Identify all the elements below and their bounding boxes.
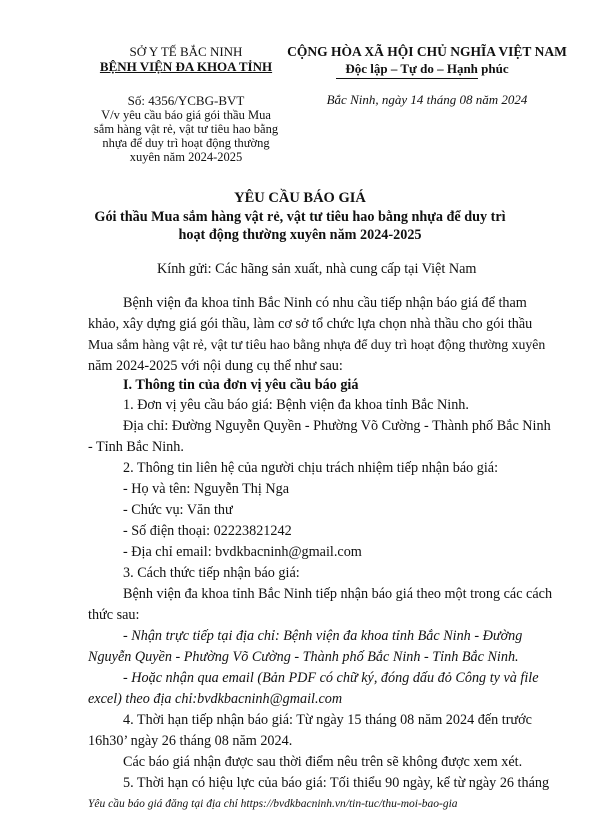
email-delivery-line: - Hoặc nhận qua email (Bản PDF có chữ ký, đóng dấu đỏ Công ty và file xyxy=(123,670,539,686)
document-subtitle: hoạt động thường xuyên năm 2024-2025 xyxy=(178,227,422,243)
method-line: thức sau: xyxy=(88,607,140,623)
national-motto: Độc lập – Tự do – Hạnh phúc xyxy=(345,61,509,76)
contact-email: - Địa chỉ email: bvdkbacninh@gmail.com xyxy=(123,544,362,560)
intro-line: Bệnh viện đa khoa tỉnh Bắc Ninh có nhu cầu tiếp nhận báo giá để tham xyxy=(123,295,527,311)
deadline-line: 16h30’ ngày 26 tháng 08 năm 2024. xyxy=(88,733,293,749)
section-heading: I. Thông tin của đơn vị yêu cầu báo giá xyxy=(123,377,359,393)
document-date: Bắc Ninh, ngày 14 tháng 08 năm 2024 xyxy=(326,92,528,107)
subject-line: V/v yêu cầu báo giá gói thầu Mua xyxy=(101,108,271,122)
address-line: Địa chỉ: Đường Nguyễn Quyền - Phường Võ Cường - Thành phố Bắc Ninh xyxy=(123,418,551,434)
footer-note: Yêu cầu báo giá đăng tại địa chỉ https://bvdkbacninh.vn/tin-tuc/thu-moi-bao-gia xyxy=(88,798,458,810)
document-subtitle: Gói thầu Mua sắm hàng vật rẻ, vật tư tiêu hao bằng nhựa để duy trì xyxy=(94,209,506,225)
intro-line: Mua sắm hàng vật rẻ, vật tư tiêu hao bằng nhựa để duy trì hoạt động thường xuyên xyxy=(88,337,546,352)
document-title: YÊU CẦU BÁO GIÁ xyxy=(234,190,366,206)
subject-line: sắm hàng vật rẻ, vật tư tiêu hao bằng xyxy=(93,122,279,136)
intro-line: năm 2024-2025 với nội dung cụ thể như sau: xyxy=(88,358,343,374)
hospital-name: BỆNH VIỆN ĐA KHOA TỈNH xyxy=(99,59,273,74)
deadline-line: 4. Thời hạn tiếp nhận báo giá: Từ ngày 15 tháng 08 năm 2024 đến trước xyxy=(123,712,532,728)
contact-position: - Chức vụ: Văn thư xyxy=(123,502,233,518)
subject-line: nhựa để duy trì hoạt động thường xyxy=(102,136,270,150)
nation-title: CỘNG HÒA XÃ HỘI CHỦ NGHĨA VIỆT NAM xyxy=(287,44,567,59)
contact-heading: 2. Thông tin liên hệ của người chịu trách nhiệm tiếp nhận báo giá: xyxy=(123,460,499,476)
email-delivery-line: excel) theo địa chỉ:bvdkbacninh@gmail.com xyxy=(88,691,343,707)
method-heading: 3. Cách thức tiếp nhận báo giá: xyxy=(123,565,300,581)
intro-line: khảo, xây dựng giá gói thầu, làm cơ sở tổ chức lựa chọn nhà thầu cho gói thầu xyxy=(88,316,533,332)
contact-name: - Họ và tên: Nguyễn Thị Nga xyxy=(123,481,290,497)
subject-line: xuyên năm 2024-2025 xyxy=(129,150,243,164)
direct-delivery-line: - Nhận trực tiếp tại địa chỉ: Bệnh viện đa khoa tỉnh Bắc Ninh - Đường xyxy=(123,628,523,644)
department-name: SỞ Y TẾ BẮC NINH xyxy=(129,44,243,59)
method-line: Bệnh viện đa khoa tỉnh Bắc Ninh tiếp nhận báo giá theo một trong các cách xyxy=(123,586,553,602)
validity-line: 5. Thời hạn có hiệu lực của báo giá: Tối thiểu 90 ngày, kể từ ngày 26 tháng xyxy=(123,775,550,791)
address-line: - Tỉnh Bắc Ninh. xyxy=(88,439,184,455)
recipient: Kính gửi: Các hãng sản xuất, nhà cung cấp tại Việt Nam xyxy=(157,261,477,277)
direct-delivery-line: Nguyễn Quyền - Phường Võ Cường - Thành phố Bắc Ninh - Tỉnh Bắc Ninh. xyxy=(88,649,519,665)
motto-underline xyxy=(336,78,478,79)
requesting-unit: 1. Đơn vị yêu cầu báo giá: Bệnh viện đa khoa tỉnh Bắc Ninh. xyxy=(123,397,469,413)
contact-phone: - Số điện thoại: 02223821242 xyxy=(123,523,292,539)
late-quote-note: Các báo giá nhận được sau thời điểm nêu trên sẽ không được xem xét. xyxy=(123,754,523,770)
document-number: Số: 4356/YCBG-BVT xyxy=(127,93,245,108)
